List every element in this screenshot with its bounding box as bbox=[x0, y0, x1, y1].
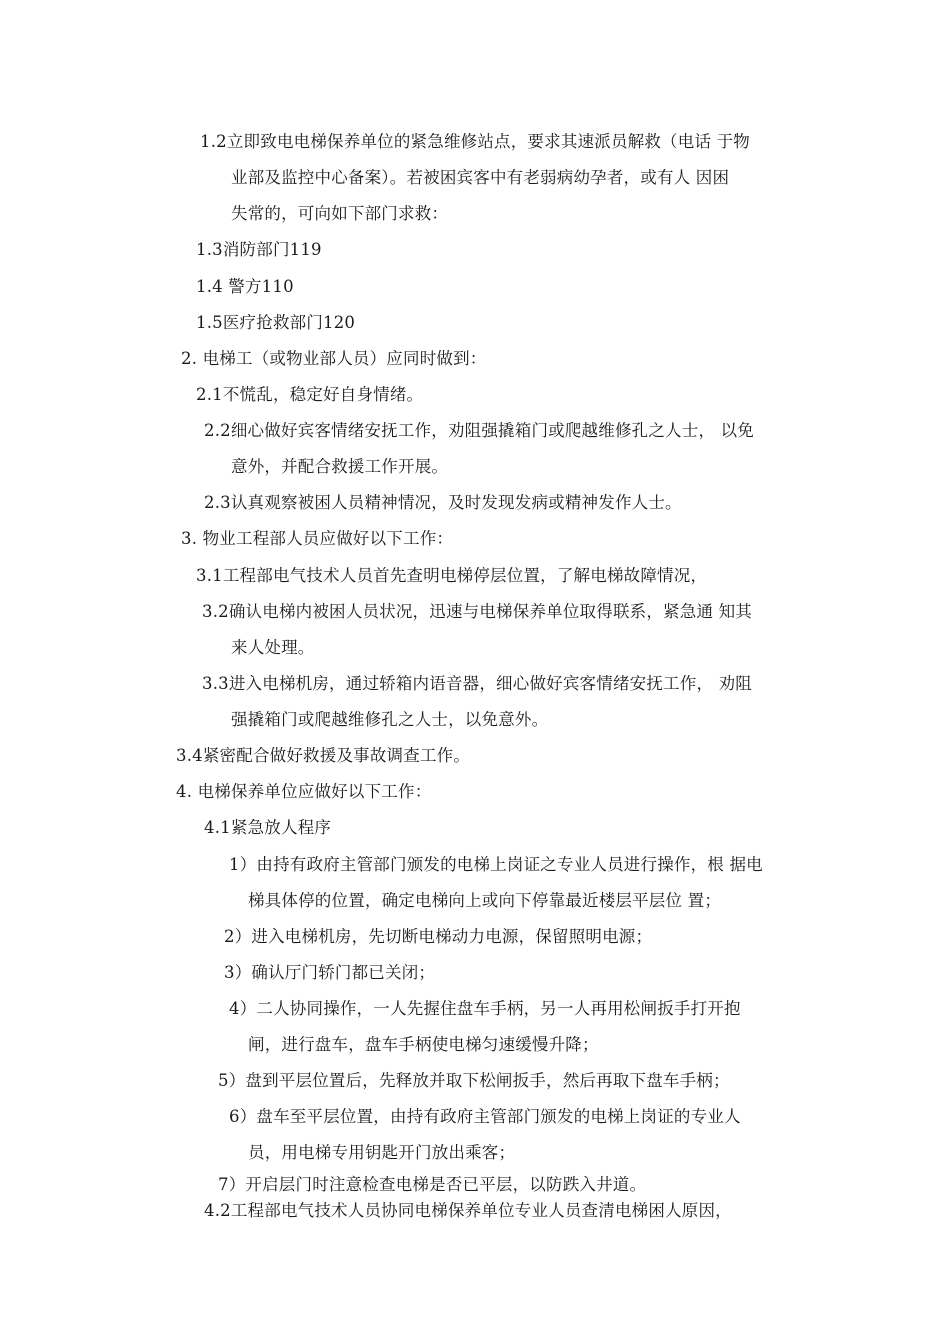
text-line: 4）二人协同操作，一人先握住盘车手柄，另一人再用松闸扳手打开抱 bbox=[229, 999, 741, 1018]
text-line: 1）由持有政府主管部门颁发的电梯上岗证之专业人员进行操作，根 据电 bbox=[229, 855, 763, 874]
text-line: 1.5医疗抢救部门120 bbox=[196, 313, 356, 332]
text-line: 失常的，可向如下部门求救： bbox=[231, 204, 449, 223]
sub-heading: 4.1紧急放人程序 bbox=[204, 818, 332, 837]
section-heading: 3. 物业工程部人员应做好以下工作： bbox=[181, 529, 454, 548]
text-line: 1.2立即致电电梯保养单位的紧急维修站点，要求其速派员解救（电话 于物 bbox=[200, 132, 750, 151]
text-line: 1.4 警方110 bbox=[196, 277, 294, 296]
text-line: 员，用电梯专用钥匙开门放出乘客； bbox=[248, 1143, 516, 1162]
text-line: 5）盘到平层位置后，先释放并取下松闸扳手，然后再取下盘车手柄； bbox=[218, 1071, 730, 1090]
text-line: 3.4紧密配合做好救援及事故调查工作。 bbox=[176, 746, 471, 765]
text-line: 2）进入电梯机房，先切断电梯动力电源，保留照明电源； bbox=[224, 927, 653, 946]
text-line: 3）确认厅门轿门都已关闭； bbox=[224, 963, 436, 982]
section-heading: 4. 电梯保养单位应做好以下工作： bbox=[176, 782, 432, 801]
text-line: 来人处理。 bbox=[231, 638, 315, 657]
text-line: 2.1不慌乱，稳定好自身情绪。 bbox=[196, 385, 424, 404]
text-line: 强撬箱门或爬越维修孔之人士，以免意外。 bbox=[231, 710, 549, 729]
text-line: 3.3进入电梯机房，通过轿箱内语音器，细心做好宾客情绪安抚工作， 劝阻 bbox=[202, 674, 752, 693]
section-heading: 2. 电梯工（或物业部人员）应同时做到： bbox=[181, 349, 487, 368]
text-line: 1.3消防部门119 bbox=[196, 240, 322, 259]
text-line: 2.2细心做好宾客情绪安抚工作，劝阻强撬箱门或爬越维修孔之人士， 以免 bbox=[204, 421, 754, 440]
text-line: 业部及监控中心备案）。若被困宾客中有老弱病幼孕者，或有人 因困 bbox=[231, 168, 730, 187]
text-line: 梯具体停的位置，确定电梯向上或向下停靠最近楼层平层位 置； bbox=[248, 891, 722, 910]
text-line: 闸，进行盘车，盘车手柄使电梯匀速缓慢升降； bbox=[248, 1035, 599, 1054]
text-line: 3.2确认电梯内被困人员状况，迅速与电梯保养单位取得联系，紧急通 知其 bbox=[202, 602, 752, 621]
text-line: 7）开启层门时注意检查电梯是否已平层，以防跌入井道。 bbox=[218, 1175, 647, 1194]
text-line: 2.3认真观察被困人员精神情况，及时发现发病或精神发作人士。 bbox=[204, 493, 682, 512]
text-line: 6）盘车至平层位置，由持有政府主管部门颁发的电梯上岗证的专业人 bbox=[229, 1107, 741, 1126]
text-line: 意外，并配合救援工作开展。 bbox=[231, 457, 449, 476]
text-line: 3.1工程部电气技术人员首先查明电梯停层位置，了解电梯故障情况， bbox=[196, 566, 708, 585]
text-line: 4.2工程部电气技术人员协同电梯保养单位专业人员查清电梯困人原因， bbox=[204, 1201, 732, 1220]
